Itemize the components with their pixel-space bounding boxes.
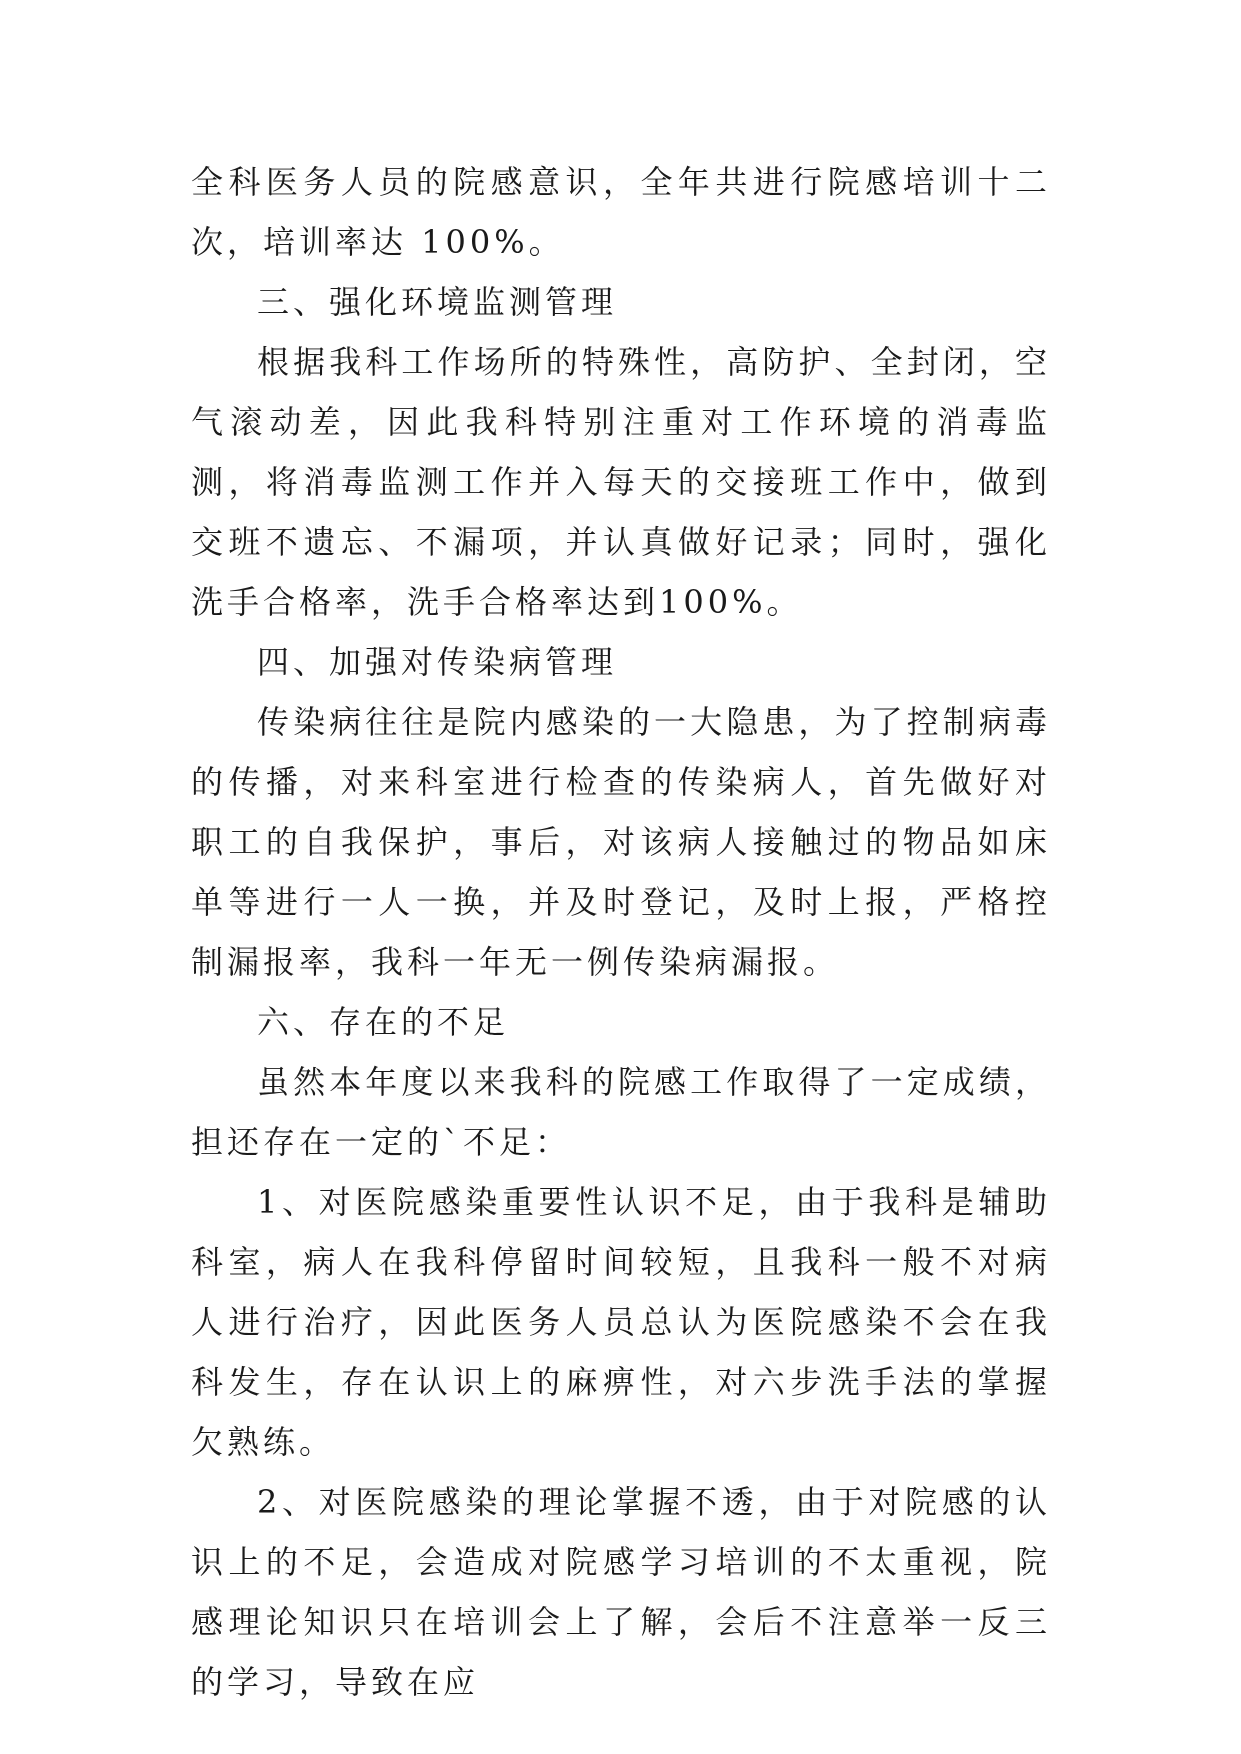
paragraph-shortcoming-2: 2、对医院感染的理论掌握不透，由于对院感的认识上的不足，会造成对院感学习培训的不太重视，院感理论知识只在培训会上了解，会后不注意举一反三的学习，导致在应	[191, 1483, 1051, 1701]
heading-shortcomings: 六、存在的不足	[257, 1003, 510, 1041]
paragraph-infectious-disease: 传染病往往是院内感染的一大隐患，为了控制病毒的传播，对来科室进行检查的传染病人，首先做好对职工的自我保护，事后，对该病人接触过的物品如床单等进行一人一换，并及时登记，及时上报，严格控制漏报率，我科一年无一例传染病漏报。	[191, 703, 1051, 981]
heading-infectious-disease: 四、加强对传染病管理	[257, 643, 618, 681]
heading-environment-monitoring: 三、强化环境监测管理	[257, 283, 618, 321]
paragraph-shortcoming-1: 1、对医院感染重要性认识不足，由于我科是辅助科室，病人在我科停留时间较短，且我科一般不对病人进行治疗，因此医务人员总认为医院感染不会在我科发生，存在认识上的麻痹性，对六步洗手法的掌握欠熟练。	[191, 1183, 1051, 1461]
paragraph-shortcomings-intro: 虽然本年度以来我科的院感工作取得了一定成绩，担还存在一定的`不足：	[191, 1063, 1051, 1161]
document-body	[191, 152, 1051, 1712]
paragraph-environment-monitoring: 根据我科工作场所的特殊性，高防护、全封闭，空气滚动差，因此我科特别注重对工作环境的消毒监测，将消毒监测工作并入每天的交接班工作中，做到交班不遗忘、不漏项，并认真做好记录；同时，强化洗手合格率，洗手合格率达到100%。	[191, 343, 1051, 621]
paragraph-training-rate: 全科医务人员的院感意识，全年共进行院感培训十二次，培训率达 100%。	[191, 163, 1051, 261]
